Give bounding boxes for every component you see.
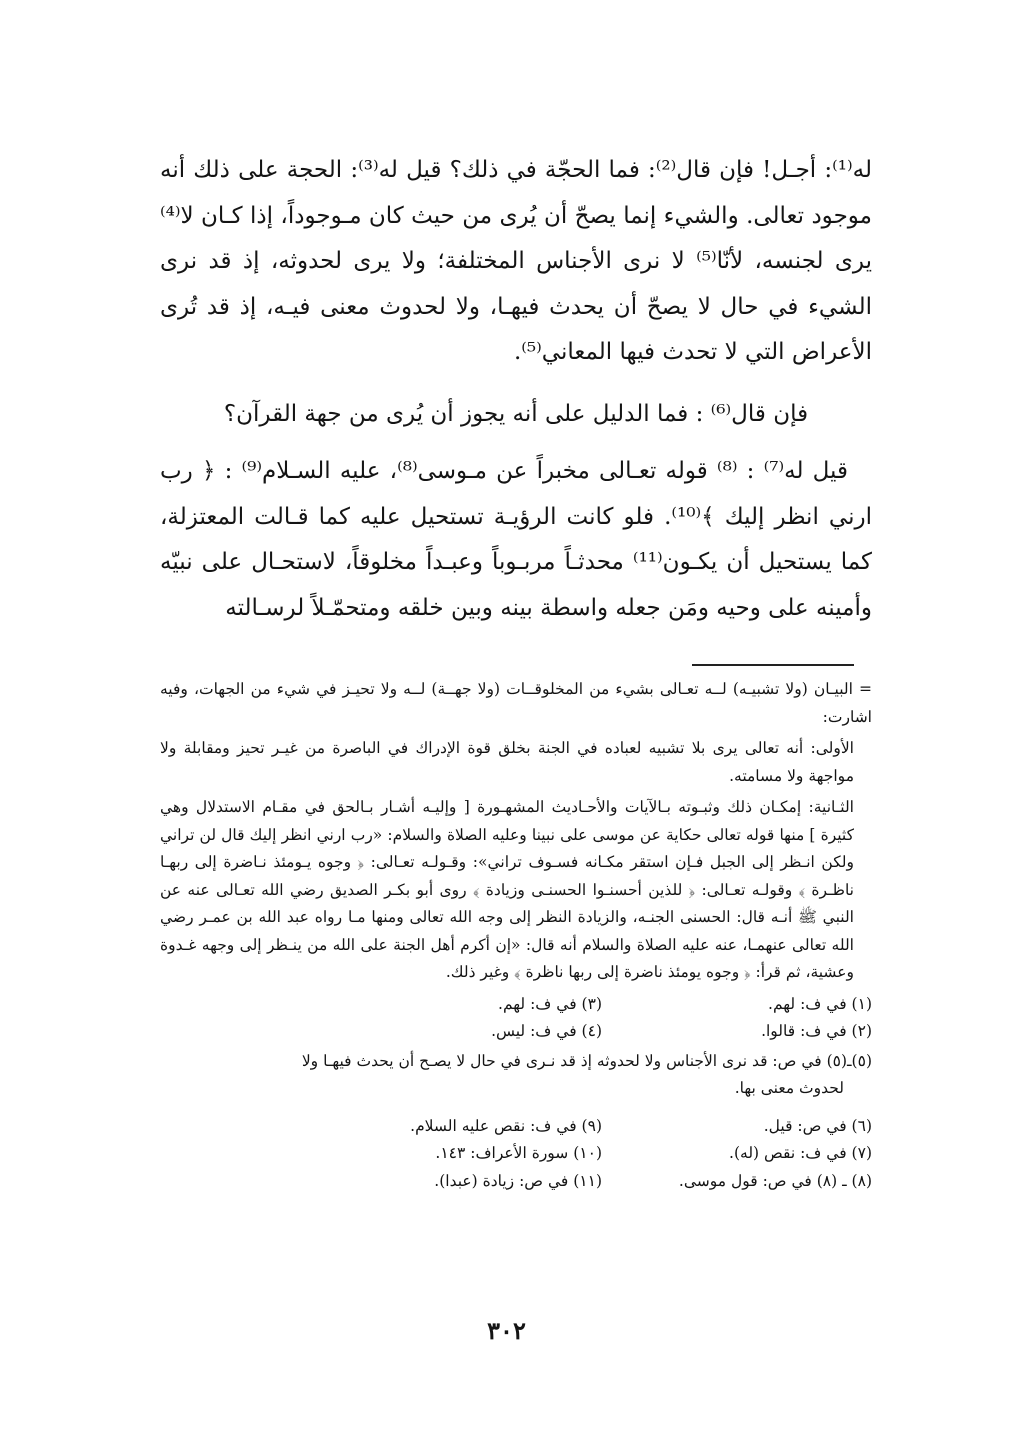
main-text xyxy=(160,148,872,631)
footnote-row-4 xyxy=(160,1140,872,1168)
footnote-continuation-2: الأولى: أنه تعالى يرى بلا تشبيه لعباده في الجنة بخلق قوة الإدراك في الباصرة من غيـر تحيز ومقابلة ولا مواجهة ولا مسامته. xyxy=(160,739,854,785)
footnote-row-5 xyxy=(160,1168,872,1196)
footnote-6: (٦) في ص: قيل. xyxy=(763,1116,872,1135)
footnote-5 xyxy=(160,1048,872,1103)
question-line: فإن قال⁽⁶⁾ : فما الدليل على أنه يجوز أن يُرى من جهة القرآن؟ xyxy=(223,400,809,427)
footnote-3: (٣) في ف: لهم. xyxy=(498,994,602,1013)
paragraph-2 xyxy=(160,449,872,631)
footnote-row-2 xyxy=(160,1018,872,1046)
paragraph-2-text: قيل له⁽⁷⁾ : ⁽⁸⁾ قوله تعـالى مخبراً عن مـوسى⁽⁸⁾، عليه السـلام⁽⁹⁾ : ﴿ رب ارني انظر إليك ﴾⁽¹⁰⁾. فلو كانت الرؤيـة تستحيل عليه كما قـالت المعتزلة، كما يستحيل أن يكـون⁽¹¹⁾ محدثـاً مربـوباً وعبـداً مخلوقاً، لاستحـال على نبيّه وأمينه على وحيه ومَن جعله واسطة بينه وبين خلقه ومتحمّـلاً لرسـالته xyxy=(160,458,873,621)
footnote-row-1 xyxy=(160,991,872,1019)
footnote-9: (٩) في ف: نقص عليه السلام. xyxy=(410,1116,602,1135)
footnote-8: (٨) ـ (٨) في ص: قول موسى. xyxy=(678,1171,872,1190)
footnote-notes xyxy=(160,991,872,1196)
footnote-continuation-1: = البيـان (ولا تشبيـه) لــه تعـالى بشيء من المخلوقــات (ولا جهــة) لــه ولا تحيـز في شيء من الجهات، وفيه اشارت: xyxy=(160,680,872,726)
footnote-row-3 xyxy=(160,1113,872,1141)
page-number: ٣٠٢ xyxy=(487,1316,526,1345)
footnote-10: (١٠) سورة الأعراف: ١٤٣. xyxy=(435,1144,602,1162)
footnote-5-line-1: (٥)ـ(٥) في ص: قد نرى الأجناس ولا لحدوثه إذ قد نـرى في حال لا يصـح أن يحدث فيهـا ولا xyxy=(301,1051,872,1070)
footnote-2: (٢) في ف: قالوا. xyxy=(761,1022,872,1040)
footnote-gap xyxy=(160,1103,872,1113)
footnote-divider xyxy=(692,664,854,666)
footnote-continuation-3: الثـانية: إمكـان ذلك وثبـوته بـالآيات والأحـاديث المشهـورة [ وإليـه أشـار بـالحق في مقـام الاستدلال وهي كثيرة ] منها قوله تعالى حكاية عن موسى على نبينا وعليه الصلاة والسلام: «رب ارني انظر إليك قال لن تراني ولكن انـظر إلى الجبل فـإن استقر مكـانه فسـوف تراني»: وقـولـه تعـالى: ﴿ وجوه يـومئذ نـاضرة إلى ربهـا ناظـرة ﴾ وقولـه تعـالى: ﴿ للذين أحسنـوا الحسنـى وزيادة ﴾ روى أبو بكـر الصديق رضي الله تعـالى عنه عن النبي ﷺ أنـه قال: الحسنى الجنـه، والزيادة النظر إلى وجه الله تعالى ومنها مـا رواه عبد الله بن عمـر رضي الله تعالى عنهمـا، عنه عليه الصلاة والسلام أنه قال: «إن أكرم أهل الجنة على الله من ينـظر إلى وجهه غـدوة وعشية، ثم قرأ: ﴿ وجوه يومئذ ناضرة إلى ربها ناظرة ﴾ وغير ذلك. xyxy=(160,798,854,981)
footnote-1: (١) في ف: لهم. xyxy=(768,994,872,1013)
footnotes xyxy=(160,676,872,1195)
footnote-7: (٧) في ف: نقص (له). xyxy=(729,1144,872,1162)
footnote-5-line-2: لحدوث معنى بها. xyxy=(734,1079,844,1097)
paragraph-1: له⁽¹⁾: أجـل! فإن قال⁽²⁾: فما الحجّة في ذلك؟ قيل له⁽³⁾: الحجة على ذلك أنه موجود تعالى. والشيء إنما يصحّ أن يُرى من حيث كان مـوجوداً، إذا كـان لا⁽⁴⁾ يرى لجنسه، لأنّا⁽⁵⁾ لا نرى الأجناس المختلفة؛ ولا يرى لحدوثه، إذ قد نرى الشيء في حال لا يصحّ أن يحدث فيهـا، ولا لحدوث معنى فيـه، إذ قد تُرى الأعراض التي لا تحدث فيها المعاني⁽⁵⁾. xyxy=(160,157,872,365)
footnote-11: (١١) في ص: زيادة (عبدا). xyxy=(434,1171,602,1190)
footnote-4: (٤) في ف: ليس. xyxy=(491,1022,602,1040)
